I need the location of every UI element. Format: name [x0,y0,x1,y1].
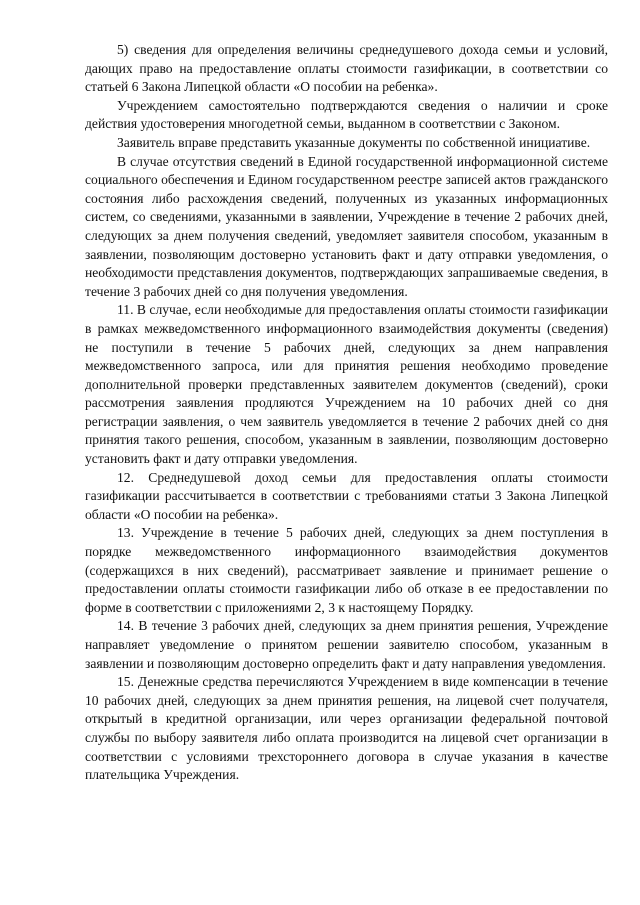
document-body [85,41,608,785]
paragraph-own-initiative: Заявитель вправе представить указанные документы по собственной инициативе. [117,134,591,150]
paragraph-item-5: 5) сведения для определения величины среднедушевого дохода семьи и условий, дающих право на предоставление оплаты стоимости газификации, в соответствии со статьей 6 Закона Липецкой области «О пособии на ребенка». [85,42,608,95]
paragraph-self-confirmation: Учреждением самостоятельно подтверждаются сведения о наличии и сроке действия удостоверения многодетной семьи, выданном в соответствии с Законом. [85,97,608,132]
paragraph-clause-11: 11. В случае, если необходимые для предоставления оплаты стоимости газификации в рамках межведомственного информационного взаимодействия документы (сведения) не поступили в течение 5 рабочих дней, следующих за днем направления межведомственного запроса, или для принятия решения необходимо проведение дополнительной проверки представленных заявителем документов (сведений), сроки рассмотрения заявления продляются Учреждением на 10 рабочих дней со дня регистрации заявления, о чем заявитель уведомляется в течение 2 рабочих дней со дня принятия такого решения, способом, указанным в заявлении, позволяющим достоверно установить факт и дату отправки уведомления. [85,302,608,467]
paragraph-clause-15: 15. Денежные средства перечисляются Учреждением в виде компенсации в течение 10 рабочих дней, следующих за днем принятия решения, на лицевой счет получателя, открытый в кредитной организации, или через организации федеральной почтовой службы по выбору заявителя либо оплата производится на лицевой счет организации в соответствии с условиями трехстороннего договора в случае указания в качестве плательщика Учреждения. [85,674,608,783]
paragraph-clause-14: 14. В течение 3 рабочих дней, следующих за днем принятия решения, Учреждение направляет уведомление о принятом решении заявителю способом, указанным в заявлении и позволяющим достоверно определить факт и дату направления уведомления. [85,618,608,671]
paragraph-clause-13: 13. Учреждение в течение 5 рабочих дней, следующих за днем поступления в порядке межведомственного информационного взаимодействия документов (содержащихся в них сведений), рассматривает заявление и принимает решение о предоставлении оплаты стоимости газификации либо об отказе в ее предоставлении по форме в соответствии с приложениями 2, 3 к настоящему Порядку. [85,525,608,615]
paragraph-clause-12: 12. Среднедушевой доход семьи для предоставления оплаты стоимости газификации рассчитывается в соответствии с требованиями статьи 3 Закона Липецкой области «О пособии на ребенка». [85,469,608,522]
paragraph-missing-data: В случае отсутствия сведений в Единой государственной информационной системе социального обеспечения и Едином государственном реестре записей актов гражданского состояния либо расхождения сведений, полученных из указанных информационных систем, со сведениями, указанными в заявлении, Учреждение в течение 2 рабочих дней, следующих за днем получения сведений, уведомляет заявителя способом, указанным в заявлении, позволяющим достоверно установить факт и дату отправки уведомления, о необходимости представления документов, подтверждающих запрашиваемые сведения, в течение 3 рабочих дней со дня получения уведомления. [85,153,608,299]
